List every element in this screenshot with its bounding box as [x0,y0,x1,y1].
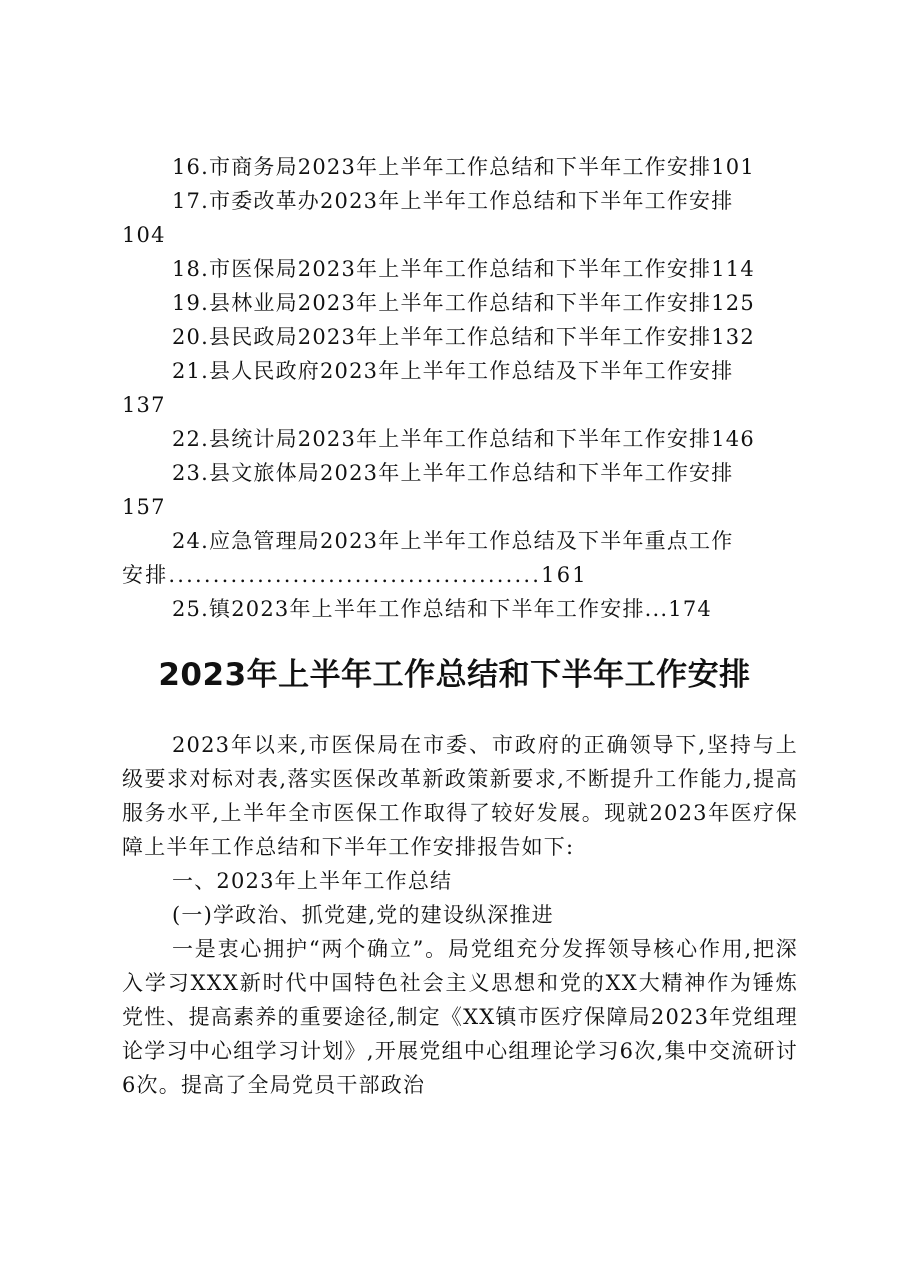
section-heading: 一、2023年上半年工作总结 [172,869,453,893]
toc-entry: 20.县民政局2023年上半年工作总结和下半年工作安排132 [172,325,755,349]
toc-entry: 22.县统计局2023年上半年工作总结和下半年工作安排146 [172,427,755,451]
toc-entry-page-number: 104 [122,223,166,247]
toc-entry: 25.镇2023年上半年工作总结和下半年工作安排...174 [172,597,712,621]
body-paragraph: 一是衷心拥护“两个确立”。局党组充分发挥领导核心作用,把深入学习XXX新时代中国特色社会主义思想和党的XX大精神作为锤炼党性、提高素养的重要途径,制定《XX镇市医疗保障局2023年党组理论学习中心组学习计划》,开展党组中心组理论学习6次,集中交流研讨6次。提高了全局党员干部政治 [122,937,798,1097]
toc-entry: 17.市委改革办2023年上半年工作总结和下半年工作安排 [172,189,734,213]
toc-entry: 24.应急管理局2023年上半年工作总结及下半年重点工作 [172,529,734,553]
table-of-contents [122,150,798,626]
document-body [122,728,798,1102]
subsection-heading: (一)学政治、抓党建,党的建设纵深推进 [172,903,554,927]
toc-entry: 21.县人民政府2023年上半年工作总结及下半年工作安排 [172,359,734,383]
toc-entry: 16.市商务局2023年上半年工作总结和下半年工作安排101 [172,155,755,179]
toc-entry: 19.县林业局2023年上半年工作总结和下半年工作安排125 [172,291,755,315]
document-title: 2023年上半年工作总结和下半年工作安排 [158,657,751,693]
toc-entry: 18.市医保局2023年上半年工作总结和下半年工作安排114 [172,257,755,281]
toc-entry-page-number: 137 [122,393,166,417]
intro-paragraph: 2023年以来,市医保局在市委、市政府的正确领导下,坚持与上级要求对标对表,落实医保改革新政策新要求,不断提升工作能力,提高服务水平,上半年全市医保工作取得了较好发展。现就2023年医疗保障上半年工作总结和下半年工作安排报告如下: [122,733,798,859]
toc-entry: 23.县文旅体局2023年上半年工作总结和下半年工作安排 [172,461,734,485]
toc-entry-dotted-leader: 安排..........................................161 [122,563,588,587]
toc-entry-page-number: 157 [122,495,166,519]
